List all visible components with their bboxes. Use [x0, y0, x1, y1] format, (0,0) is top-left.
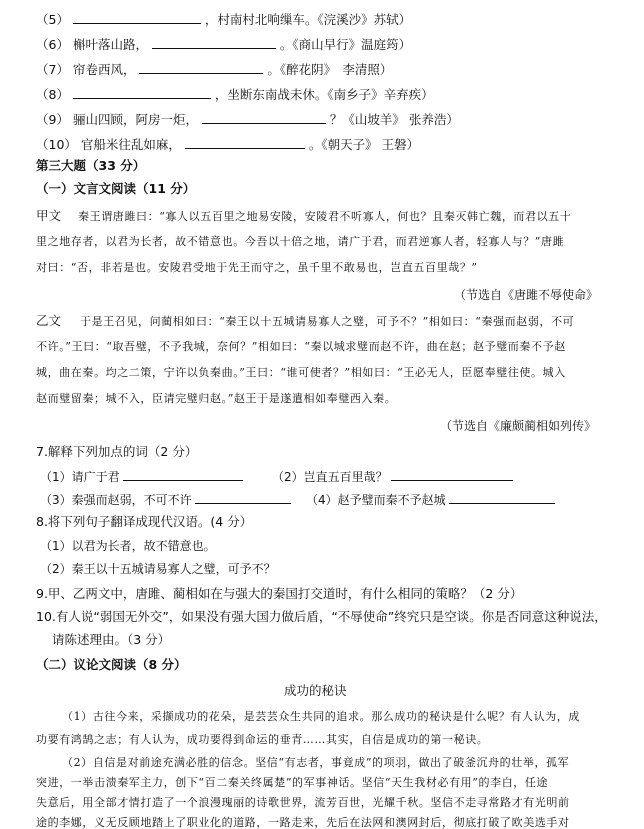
section-3-title: 第三大题（33 分）: [36, 158, 146, 173]
q7-item-text: （4）赵予璧而秦不予赵城: [306, 493, 446, 507]
q7-item-text: （2）岂直五百里哉？: [272, 470, 388, 484]
answer-blank[interactable]: [123, 469, 243, 481]
essay-line: （1）古往今来，采撷成功的花朵，是芸芸众生共同的追求。那么成功的秘诀是什么呢？有人认为，成: [62, 710, 580, 723]
q8-item-2: （2）秦王以十五城请易寡人之璧，可予不？: [40, 562, 276, 576]
answer-blank[interactable]: [185, 137, 305, 149]
poem-number: （5）: [36, 12, 69, 27]
answer-blank[interactable]: [152, 37, 276, 49]
poem-line-10: [36, 137, 419, 152]
q7-item-text: （1）请广于君: [40, 470, 120, 484]
poem-number: （6）: [36, 37, 69, 52]
jiawen-text-line: 里之地存者，以君为长者，故不错意也。今吾以十倍之地，请广于君，而君逆寡人者，轻寡人与？”唐雎: [36, 235, 565, 248]
q8-item-1: （1）以君为长者，故不错意也。: [40, 539, 216, 553]
poem-line-5: [36, 12, 411, 27]
poem-text: ，坐断东南战未休。《南乡子》辛弃疾）: [214, 87, 434, 102]
poem-text: 。《醉花阴》 李清照）: [267, 62, 393, 77]
q7-item-3: [40, 492, 291, 506]
yiwen-text-line: 赵而璧留秦；城不入，臣请完璧归赵。”赵王于是遂遣相如奉璧西入秦。: [36, 392, 397, 405]
essay-line: 途的李娜，义无反顾地踏上了职业化的道路，一路走来，先后在法网和澳网封后，彻底打破了欧美选手对: [36, 816, 570, 829]
poem-number: （9）: [36, 112, 69, 127]
q7-item-2: [272, 469, 513, 483]
jiawen-text-line: 对曰：“否，非若是也。安陵君受地于先王而守之，虽千里不敢易也，岂直五百里哉？”: [36, 261, 478, 274]
q10-stem-line-2: 请陈述理由。（3 分）: [52, 632, 171, 647]
part-1-title: （一）文言文阅读（11 分）: [36, 181, 196, 196]
poem-text: ，村南村北响缫车。《浣溪沙》苏轼）: [204, 12, 412, 27]
poem-text: ？《山坡羊》 张养浩）: [329, 112, 459, 127]
poem-line-9: [36, 112, 459, 127]
q10-stem-line-1: 10.有人说“弱国无外交”，如果没有强大国力做后盾，“不辱使命”终究只是空谈。你是否同意这种说法，: [36, 609, 607, 624]
yiwen-text-line: 于是王召见，问蔺相如曰：“秦王以十五城请易寡人之璧，可予不？”相如曰：“秦强而赵弱，不可: [80, 315, 575, 328]
jiawen-text-line: 秦王谓唐雎曰：“寡人以五百里之地易安陵，安陵君不听寡人，何也？且秦灭韩亡魏，而君以五十: [78, 210, 572, 223]
essay-line: 功要有鸿鹄之志；有人认为，成功要得到命运的垂青……其实，自信是成功的第一秘诀。: [36, 733, 489, 746]
yiwen-source: （节选自《廉颇蔺相如列传》: [440, 419, 597, 433]
q7-stem: 7.解释下列加点的词（2 分）: [36, 444, 198, 459]
part-2-title: （二）议论文阅读（8 分）: [36, 657, 187, 672]
q7-item-text: （3）秦强而赵弱，不可不许: [40, 493, 192, 507]
poem-text: 官船米往乱如麻，: [80, 137, 181, 152]
answer-blank[interactable]: [139, 62, 263, 74]
poem-line-7: [36, 62, 392, 77]
answer-blank[interactable]: [449, 492, 555, 504]
poem-number: （8）: [36, 87, 69, 102]
q9-stem: 9.甲、乙两文中，唐雎、蔺相如在与强大的秦国打交道时，有什么相同的策略？（2 分）: [36, 586, 523, 601]
poem-text: 槲叶落山路，: [72, 37, 148, 52]
poem-text: 。《朝天子》 王磐）: [308, 137, 420, 152]
poem-line-8: [36, 87, 434, 102]
poem-text: 帘卷西风，: [72, 62, 136, 77]
yiwen-text-line: 不许。”王曰：“取吾璧，不予我城，奈何？”相如曰：“秦以城求璧而赵不许，曲在赵；赵予璧而秦不予赵: [36, 340, 566, 353]
q7-item-4: [306, 492, 555, 506]
answer-blank[interactable]: [73, 12, 201, 24]
yiwen-text-line: 城，曲在秦。均之二策，宁许以负秦曲。”王曰：“谁可使者？”相如曰：“王必无人，臣愿奉璧往使。城入: [36, 366, 566, 379]
essay-line: 突进，一举击溃秦军主力，创下“百二秦关终属楚”的军事神话。坚信“天生我材必有用”的李白，任途: [36, 776, 549, 789]
q8-stem: 8.将下列句子翻译成现代汉语。(4 分）: [36, 514, 253, 529]
q7-item-1: [40, 469, 243, 483]
poem-number: （10）: [36, 137, 77, 152]
essay-title: 成功的秘诀: [284, 683, 347, 698]
answer-blank[interactable]: [73, 87, 211, 99]
jiawen-label: 甲文: [36, 208, 62, 223]
poem-text: 骊山四顾，阿房一炬，: [72, 112, 198, 127]
essay-line: （2）自信是对前途充满必胜的信念。坚信“有志者，事竟成”的项羽，做出了破釜沉舟的壮举，孤军: [62, 756, 570, 769]
essay-line: 失意后，用全部才情打造了一个浪漫瑰丽的诗歌世界，流芳百世，光耀千秋。坚信不走寻常路才有光明前: [36, 796, 570, 809]
jiawen-source: （节选自《唐雎不辱使命》: [454, 288, 599, 302]
poem-text: 。《商山早行》温庭筠）: [279, 37, 412, 52]
answer-blank[interactable]: [391, 469, 513, 481]
answer-blank[interactable]: [195, 492, 291, 504]
poem-line-6: [36, 37, 411, 52]
poem-number: （7）: [36, 62, 69, 77]
answer-blank[interactable]: [202, 112, 326, 124]
yiwen-label: 乙文: [36, 313, 62, 328]
